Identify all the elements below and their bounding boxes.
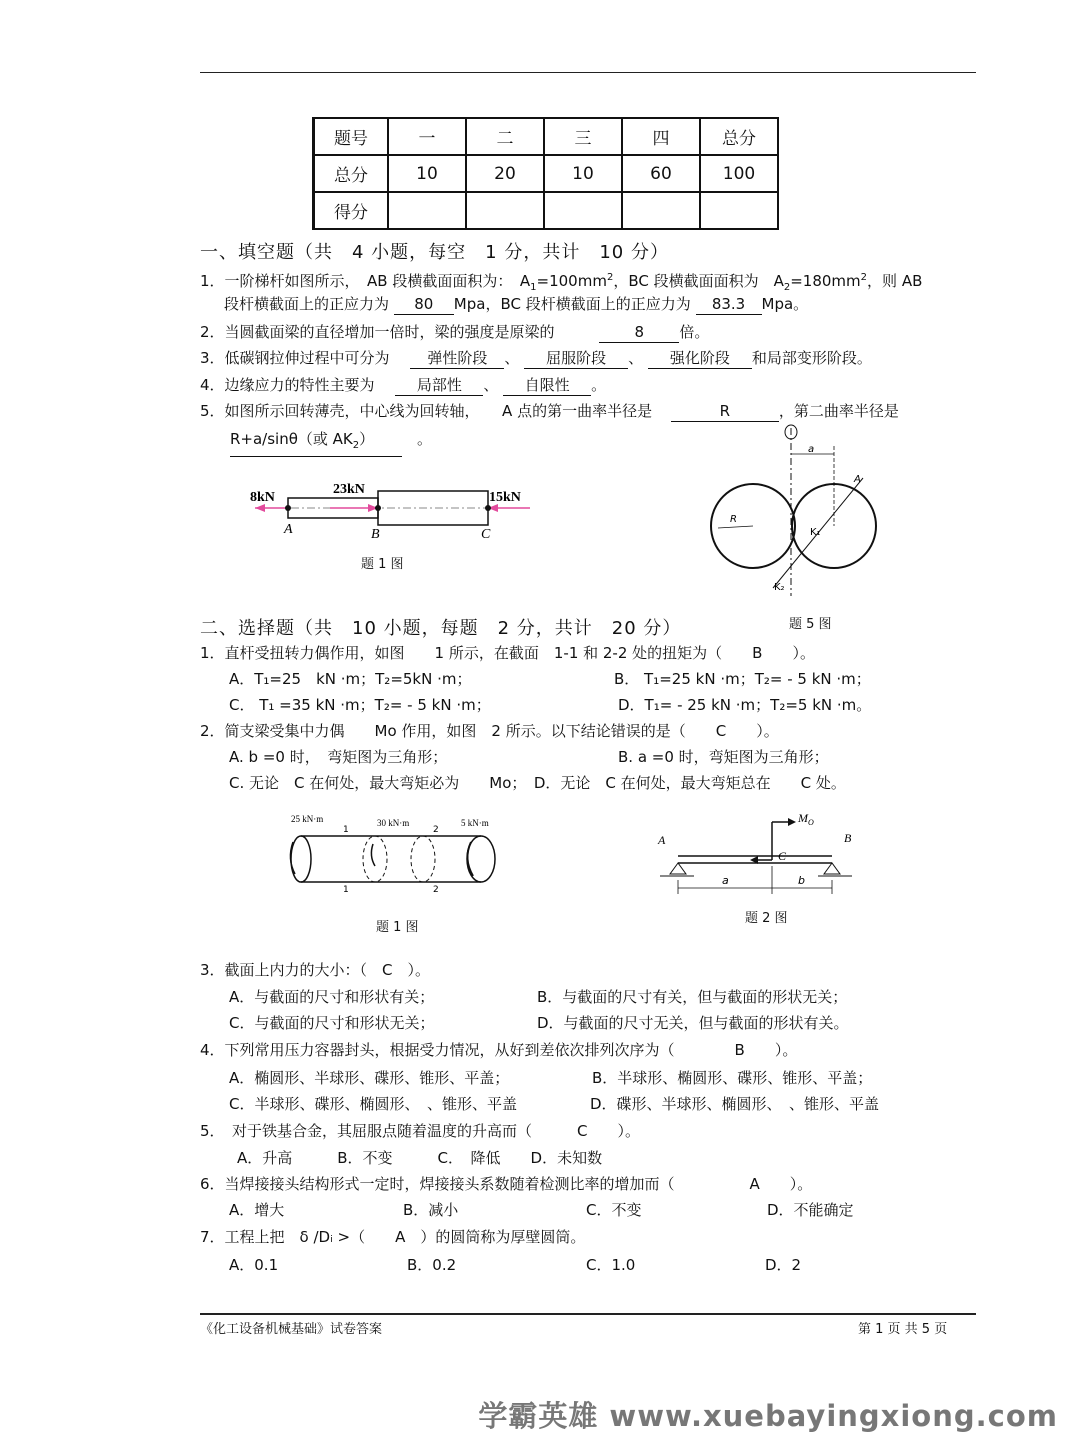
score-cell-2[interactable] (466, 192, 544, 229)
svg-text:a: a (808, 444, 815, 455)
section2-title: 二、选择题（共 10 小题，每题 2 分，共计 20 分） (200, 618, 682, 639)
s2-q6-option-d: D．不能确定 (767, 1201, 854, 1219)
svg-text:A: A (854, 474, 861, 485)
watermark: 学霸英雄 www.xuebayingxiong.com (478, 1399, 1058, 1433)
s2-q6-option-a: A．增大 (229, 1201, 285, 1219)
point-label-a: A (284, 522, 293, 537)
svg-text:1: 1 (343, 825, 349, 835)
s2-q4: 4．下列常用压力容器封头，根据受力情况，从好到差依次排列次序为（ B ）。 (200, 1041, 798, 1059)
s2-q2-option-cd: C. 无论 C 在何处，最大弯矩必为 Mo； D．无论 C 在何处，最大弯矩总在 C 处。 (229, 774, 846, 792)
answer-blank: R+a/sinθ（或 $AK_2$） (230, 429, 402, 457)
answer-blank: 80 (394, 294, 454, 315)
s2-fig1-caption: 题 1 图 (376, 920, 419, 935)
score-table (312, 117, 779, 230)
table-cell: 10 (388, 155, 466, 192)
s1-q5-line2: R+a/sinθ（或 $AK_2$） 。 (230, 429, 432, 457)
s2-fig2-caption: 题 2 图 (745, 911, 788, 926)
table-cell: 60 (622, 155, 700, 192)
s2-q5-options: A．升高 B．不变 C． 降低 D．未知数 (237, 1149, 603, 1167)
length-label-a: a (722, 874, 729, 887)
point-label-b: B (371, 527, 380, 542)
table-row (314, 192, 779, 229)
force-label-23kn: 23kN (333, 482, 365, 497)
score-cell-1[interactable] (388, 192, 466, 229)
figure-simple-beam (652, 806, 867, 901)
figure-rotational-shell (688, 418, 888, 598)
s2-q4-option-a: A．椭圆形、半球形、碟形、锥形、平盖； (229, 1069, 510, 1087)
svg-text:1: 1 (343, 885, 349, 895)
score-cell-3[interactable] (544, 192, 622, 229)
answer-blank: 局部性 (395, 375, 483, 396)
s2-q7-option-c: C．1.0 (586, 1256, 636, 1274)
s2-q7: 7．工程上把 δ /Dᵢ >（ A ）的圆筒称为厚壁圆筒。 (200, 1228, 586, 1246)
s1-q5: 5．如图所示回转薄壳，中心线为回转轴， A 点的第一曲率半径是 R ，第二曲率半径是 (200, 402, 899, 420)
fig5-caption: 题 5 图 (789, 617, 832, 632)
table-cell: 得分 (314, 192, 389, 229)
torque-label-1: 25 kN·m (291, 814, 324, 824)
answer-blank: 屈服阶段 (524, 348, 628, 369)
s2-q6-option-c: C．不变 (586, 1201, 642, 1219)
score-cell-total[interactable] (700, 192, 778, 229)
footer-page-number: 第 1 页 共 5 页 (858, 1322, 948, 1337)
footer-title: 《化工设备机械基础》试卷答案 (200, 1322, 383, 1337)
svg-text:R: R (730, 514, 737, 525)
s1-q4: 4．边缘应力的特性主要为 局部性 、 自限性 。 (200, 376, 607, 394)
moment-label: $M_O$ (798, 811, 814, 827)
answer-blank: 8 (599, 322, 679, 343)
figure-shaft-torsion (283, 812, 513, 897)
s2-q6: 6．当焊接接头结构形式一定时，焊接接头系数随着检测比率的增加而（ A ）。 (200, 1175, 813, 1193)
s2-q5: 5． 对于铁基合金，其屈服点随着温度的升高而（ C ）。 (200, 1122, 641, 1140)
table-cell: 总分 (700, 118, 778, 155)
s2-q1-option-b: B． T₁=25 kN ·m；T₂= - 5 kN ·m； (614, 670, 871, 688)
table-cell: 四 (622, 118, 700, 155)
table-cell: 一 (388, 118, 466, 155)
s1-q2: 2．当圆截面梁的直径增加一倍时，梁的强度是原梁的 8 倍。 (200, 323, 710, 341)
s1-q3: 3．低碳钢拉伸过程中可分为 弹性阶段 、 屈服阶段 、 强化阶段 和局部变形阶段。 (200, 349, 872, 367)
answer-blank: 强化阶段 (648, 348, 752, 369)
s1-q1-line1: 1．一阶梯杆如图所示， AB 段横截面面积为： $A_1=100mm^2$，BC 段横截面面积为 $A_2=180mm^2$，则 AB (200, 272, 923, 293)
answer-blank: 自限性 (503, 375, 591, 396)
torque-label-3: 5 kN·m (461, 818, 489, 828)
s2-q1: 1．直杆受扭转力偶作用，如图 1 所示，在截面 1-1 和 2-2 处的扭矩为（ B ）。 (200, 644, 815, 662)
s2-q2-option-b: B. a =0 时，弯矩图为三角形； (618, 748, 829, 766)
s2-q4-option-d: D．碟形、半球形、椭圆形、 、锥形、平盖 (590, 1095, 880, 1113)
footer-rule (200, 1313, 976, 1315)
s2-q3-option-a: A．与截面的尺寸和形状有关； (229, 988, 435, 1006)
s2-q6-option-b: B．减小 (403, 1201, 459, 1219)
top-rule (200, 72, 976, 73)
svg-text:K₁: K₁ (810, 527, 821, 538)
s2-q3-option-d: D．与截面的尺寸无关，但与截面的形状有关。 (537, 1014, 849, 1032)
table-cell: 100 (700, 155, 778, 192)
s2-q3-option-c: C．与截面的尺寸和形状无关； (229, 1014, 435, 1032)
s2-q3: 3．截面上内力的大小：（ C ）。 (200, 961, 431, 979)
table-cell: 20 (466, 155, 544, 192)
figure-stepped-bar (245, 475, 545, 550)
score-cell-4[interactable] (622, 192, 700, 229)
table-cell: 二 (466, 118, 544, 155)
fig1-caption: 题 1 图 (361, 557, 404, 572)
table-cell: 三 (544, 118, 622, 155)
table-row (314, 118, 779, 155)
table-cell: 10 (544, 155, 622, 192)
point-label-c: C (481, 527, 491, 542)
svg-text:2: 2 (433, 885, 439, 895)
support-label-b: B (844, 831, 852, 845)
s1-q1-line2: 段杆横截面上的正应力为 80 Mpa，BC 段杆横截面上的正应力为 83.3 Mpa。 (224, 295, 809, 313)
s2-q7-option-d: D．2 (765, 1256, 802, 1274)
s2-q3-option-b: B．与截面的尺寸有关，但与截面的形状无关； (537, 988, 848, 1006)
s2-q7-option-a: A．0.1 (229, 1256, 279, 1274)
s2-q2: 2．简支梁受集中力偶 Mo 作用，如图 2 所示。以下结论错误的是（ C ）。 (200, 722, 779, 740)
table-row (314, 155, 779, 192)
length-label-b: b (798, 874, 805, 887)
s2-q1-option-a: A．T₁=25 kN ·m；T₂=5kN ·m； (229, 670, 472, 688)
answer-blank: R (671, 401, 779, 422)
s2-q1-option-c: C． T₁ =35 kN ·m；T₂= - 5 kN ·m； (229, 696, 491, 714)
table-cell: 总分 (314, 155, 389, 192)
answer-blank: 弹性阶段 (410, 348, 504, 369)
point-label-c: C (778, 849, 787, 863)
torque-label-2: 30 kN·m (377, 818, 410, 828)
s2-q2-option-a: A. b =0 时， 弯矩图为三角形； (229, 748, 448, 766)
s2-q7-option-b: B．0.2 (407, 1256, 457, 1274)
answer-blank: 83.3 (696, 294, 762, 315)
table-cell: 题号 (314, 118, 389, 155)
force-label-15kn: 15kN (489, 490, 521, 505)
s2-q1-option-d: D．T₁= - 25 kN ·m；T₂=5 kN ·m。 (618, 696, 872, 714)
svg-text:2: 2 (433, 825, 439, 835)
force-label-8kn: 8kN (250, 490, 275, 505)
support-label-a: A (658, 833, 666, 847)
s2-q4-option-c: C．半球形、碟形、椭圆形、 、锥形、平盖 (229, 1095, 517, 1113)
s2-q4-option-b: B．半球形、椭圆形、碟形、锥形、平盖； (592, 1069, 873, 1087)
section1-title: 一、填空题（共 4 小题，每空 1 分，共计 10 分） (200, 242, 669, 263)
svg-text:K₂: K₂ (774, 582, 785, 593)
